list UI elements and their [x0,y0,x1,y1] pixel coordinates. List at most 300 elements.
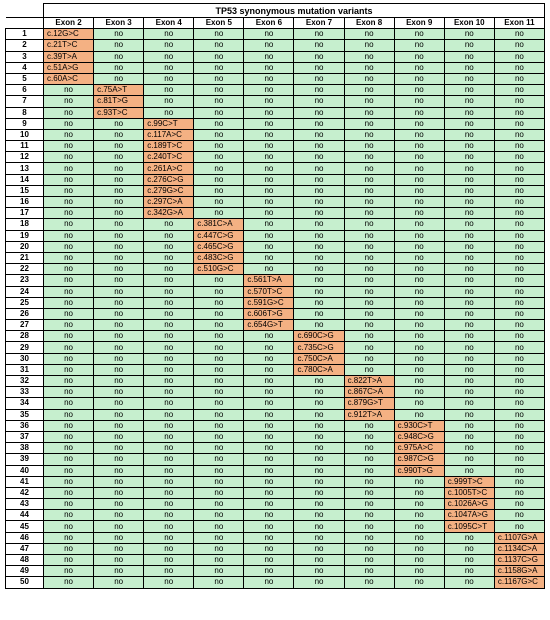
no-cell: no [244,465,294,476]
table-row [6,118,545,129]
header-corner-cell [6,18,44,29]
no-cell: no [444,152,494,163]
no-cell: no [144,320,194,331]
no-cell: no [94,521,144,532]
variant-cell: c.750C>A [294,353,344,364]
no-cell: no [344,487,394,498]
no-cell: no [294,566,344,577]
no-cell: no [444,331,494,342]
variant-cell: c.879G>T [344,398,394,409]
no-cell: no [394,264,444,275]
row-number: 1 [6,29,44,40]
row-number: 16 [6,197,44,208]
no-cell: no [344,152,394,163]
variant-cell: c.12G>C [44,29,94,40]
no-cell: no [94,241,144,252]
variant-cell: c.867C>A [344,387,394,398]
no-cell: no [294,152,344,163]
table-row [6,532,545,543]
no-cell: no [294,398,344,409]
no-cell: no [394,241,444,252]
no-cell: no [294,118,344,129]
no-cell: no [94,387,144,398]
no-cell: no [394,499,444,510]
no-cell: no [294,476,344,487]
no-cell: no [144,308,194,319]
no-cell: no [94,376,144,387]
no-cell: no [294,543,344,554]
no-cell: no [294,387,344,398]
row-number: 32 [6,376,44,387]
no-cell: no [94,275,144,286]
no-cell: no [194,543,244,554]
no-cell: no [444,163,494,174]
table-row [6,197,545,208]
no-cell: no [44,241,94,252]
no-cell: no [294,286,344,297]
no-cell: no [144,219,194,230]
row-number: 42 [6,487,44,498]
corner-cell [6,4,44,18]
row-number: 27 [6,320,44,331]
no-cell: no [294,521,344,532]
no-cell: no [244,454,294,465]
row-number: 49 [6,566,44,577]
table-container [5,3,545,589]
no-cell: no [344,40,394,51]
no-cell: no [244,141,294,152]
no-cell: no [44,532,94,543]
no-cell: no [344,252,394,263]
variant-cell: c.510G>C [194,264,244,275]
no-cell: no [444,141,494,152]
variant-cell: c.780C>A [294,364,344,375]
variant-cell: c.1095C>T [444,521,494,532]
variant-cell: c.21T>C [44,40,94,51]
no-cell: no [94,129,144,140]
row-number: 39 [6,454,44,465]
no-cell: no [444,308,494,319]
no-cell: no [94,29,144,40]
no-cell: no [344,286,394,297]
no-cell: no [294,62,344,73]
no-cell: no [144,398,194,409]
variant-cell: c.912T>A [344,409,394,420]
no-cell: no [44,197,94,208]
no-cell: no [344,566,394,577]
no-cell: no [494,409,544,420]
no-cell: no [94,230,144,241]
no-cell: no [294,129,344,140]
no-cell: no [44,331,94,342]
row-number: 24 [6,286,44,297]
no-cell: no [444,185,494,196]
table-row [6,409,545,420]
no-cell: no [494,29,544,40]
no-cell: no [144,454,194,465]
no-cell: no [144,420,194,431]
no-cell: no [194,431,244,442]
no-cell: no [394,252,444,263]
table-row [6,431,545,442]
no-cell: no [344,85,394,96]
no-cell: no [394,331,444,342]
no-cell: no [44,286,94,297]
row-number: 18 [6,219,44,230]
no-cell: no [394,107,444,118]
no-cell: no [444,543,494,554]
no-cell: no [294,443,344,454]
no-cell: no [444,73,494,84]
variant-cell: c.75A>T [94,85,144,96]
no-cell: no [294,174,344,185]
no-cell: no [394,364,444,375]
table-row [6,364,545,375]
no-cell: no [444,286,494,297]
no-cell: no [144,387,194,398]
no-cell: no [44,219,94,230]
no-cell: no [244,577,294,588]
no-cell: no [394,208,444,219]
table-row [6,241,545,252]
no-cell: no [44,107,94,118]
no-cell: no [444,532,494,543]
no-cell: no [44,252,94,263]
no-cell: no [444,197,494,208]
no-cell: no [94,487,144,498]
no-cell: no [244,129,294,140]
no-cell: no [44,208,94,219]
no-cell: no [194,398,244,409]
no-cell: no [494,487,544,498]
no-cell: no [244,29,294,40]
column-header: Exon 10 [444,18,494,29]
variant-cell: c.690C>G [294,331,344,342]
no-cell: no [144,107,194,118]
variant-cell: c.1167G>C [494,577,544,588]
no-cell: no [94,208,144,219]
no-cell: no [394,409,444,420]
no-cell: no [394,342,444,353]
no-cell: no [44,141,94,152]
variant-cell: c.561T>A [244,275,294,286]
row-number: 10 [6,129,44,140]
table-row [6,51,545,62]
no-cell: no [144,532,194,543]
no-cell: no [194,566,244,577]
row-number: 40 [6,465,44,476]
no-cell: no [94,73,144,84]
no-cell: no [444,342,494,353]
no-cell: no [144,297,194,308]
no-cell: no [244,409,294,420]
no-cell: no [294,465,344,476]
no-cell: no [294,197,344,208]
no-cell: no [244,252,294,263]
no-cell: no [44,476,94,487]
table-row [6,141,545,152]
no-cell: no [394,197,444,208]
no-cell: no [244,163,294,174]
no-cell: no [444,252,494,263]
no-cell: no [194,499,244,510]
row-number: 19 [6,230,44,241]
table-row [6,331,545,342]
variant-cell: c.1134C>A [494,543,544,554]
no-cell: no [44,320,94,331]
no-cell: no [394,275,444,286]
no-cell: no [94,532,144,543]
column-header: Exon 8 [344,18,394,29]
no-cell: no [444,129,494,140]
no-cell: no [294,555,344,566]
no-cell: no [94,510,144,521]
no-cell: no [294,487,344,498]
no-cell: no [194,85,244,96]
no-cell: no [294,230,344,241]
row-number: 5 [6,73,44,84]
no-cell: no [394,521,444,532]
no-cell: no [444,29,494,40]
no-cell: no [294,51,344,62]
no-cell: no [244,185,294,196]
row-number: 11 [6,141,44,152]
no-cell: no [444,85,494,96]
variant-cell: c.570T>C [244,286,294,297]
no-cell: no [344,308,394,319]
variant-cell: c.735C>G [294,342,344,353]
row-number: 37 [6,431,44,442]
no-cell: no [494,62,544,73]
table-row [6,308,545,319]
no-cell: no [244,219,294,230]
no-cell: no [494,510,544,521]
table-row [6,107,545,118]
no-cell: no [294,308,344,319]
variant-cell: c.1026A>G [444,499,494,510]
no-cell: no [444,420,494,431]
table-row [6,96,545,107]
table-row [6,510,545,521]
no-cell: no [344,454,394,465]
no-cell: no [294,297,344,308]
no-cell: no [144,96,194,107]
no-cell: no [294,241,344,252]
no-cell: no [244,197,294,208]
no-cell: no [244,487,294,498]
no-cell: no [94,409,144,420]
no-cell: no [44,510,94,521]
no-cell: no [94,331,144,342]
no-cell: no [144,275,194,286]
table-row [6,577,545,588]
no-cell: no [494,208,544,219]
no-cell: no [244,241,294,252]
no-cell: no [444,465,494,476]
no-cell: no [344,275,394,286]
no-cell: no [294,208,344,219]
no-cell: no [344,431,394,442]
table-row [6,443,545,454]
no-cell: no [394,543,444,554]
no-cell: no [194,353,244,364]
no-cell: no [144,29,194,40]
no-cell: no [444,443,494,454]
no-cell: no [194,286,244,297]
row-number: 33 [6,387,44,398]
column-header: Exon 3 [94,18,144,29]
no-cell: no [444,454,494,465]
row-number: 44 [6,510,44,521]
no-cell: no [294,219,344,230]
no-cell: no [94,197,144,208]
no-cell: no [144,499,194,510]
no-cell: no [344,141,394,152]
row-number: 31 [6,364,44,375]
no-cell: no [344,96,394,107]
no-cell: no [44,230,94,241]
no-cell: no [244,555,294,566]
no-cell: no [344,230,394,241]
row-number: 8 [6,107,44,118]
variant-cell: c.279G>C [144,185,194,196]
no-cell: no [394,376,444,387]
table-row [6,521,545,532]
no-cell: no [344,197,394,208]
table-row [6,163,545,174]
row-number: 17 [6,208,44,219]
variant-cell: c.654G>T [244,320,294,331]
no-cell: no [344,577,394,588]
no-cell: no [294,163,344,174]
no-cell: no [194,532,244,543]
no-cell: no [394,51,444,62]
no-cell: no [94,543,144,554]
variant-cell: c.948C>G [394,431,444,442]
no-cell: no [194,29,244,40]
variant-cell: c.975A>C [394,443,444,454]
no-cell: no [194,96,244,107]
no-cell: no [444,219,494,230]
no-cell: no [344,129,394,140]
variant-cell: c.381C>A [194,219,244,230]
no-cell: no [144,443,194,454]
no-cell: no [194,577,244,588]
no-cell: no [44,454,94,465]
no-cell: no [494,152,544,163]
no-cell: no [244,431,294,442]
table-row [6,85,545,96]
no-cell: no [494,252,544,263]
no-cell: no [94,297,144,308]
no-cell: no [144,543,194,554]
no-cell: no [94,431,144,442]
no-cell: no [394,219,444,230]
no-cell: no [44,85,94,96]
table-row [6,297,545,308]
row-number: 23 [6,275,44,286]
row-number: 46 [6,532,44,543]
no-cell: no [144,252,194,263]
no-cell: no [94,499,144,510]
no-cell: no [144,40,194,51]
no-cell: no [494,297,544,308]
no-cell: no [244,532,294,543]
no-cell: no [444,118,494,129]
no-cell: no [194,51,244,62]
row-number: 26 [6,308,44,319]
no-cell: no [44,152,94,163]
no-cell: no [194,152,244,163]
no-cell: no [144,376,194,387]
variant-cell: c.297C>A [144,197,194,208]
no-cell: no [494,443,544,454]
no-cell: no [44,543,94,554]
variant-cell: c.99C>T [144,118,194,129]
no-cell: no [44,163,94,174]
no-cell: no [144,241,194,252]
no-cell: no [194,62,244,73]
no-cell: no [94,443,144,454]
table-title: TP53 synonymous mutation variants [44,4,545,18]
no-cell: no [494,398,544,409]
no-cell: no [344,73,394,84]
no-cell: no [244,499,294,510]
no-cell: no [494,219,544,230]
no-cell: no [444,555,494,566]
no-cell: no [444,264,494,275]
no-cell: no [344,364,394,375]
no-cell: no [444,398,494,409]
variant-cell: c.276C>G [144,174,194,185]
no-cell: no [44,297,94,308]
table-row [6,376,545,387]
table-row [6,398,545,409]
row-number: 35 [6,409,44,420]
no-cell: no [394,129,444,140]
no-cell: no [394,141,444,152]
no-cell: no [94,342,144,353]
no-cell: no [394,566,444,577]
no-cell: no [194,141,244,152]
variant-cell: c.240T>C [144,152,194,163]
no-cell: no [494,286,544,297]
no-cell: no [294,510,344,521]
no-cell: no [194,510,244,521]
no-cell: no [294,409,344,420]
no-cell: no [244,420,294,431]
no-cell: no [294,454,344,465]
no-cell: no [194,443,244,454]
variant-cell: c.591G>C [244,297,294,308]
no-cell: no [294,420,344,431]
no-cell: no [444,208,494,219]
table-row [6,252,545,263]
variant-cell: c.1137C>G [494,555,544,566]
no-cell: no [244,521,294,532]
no-cell: no [194,521,244,532]
row-number: 13 [6,163,44,174]
no-cell: no [494,364,544,375]
no-cell: no [494,118,544,129]
no-cell: no [494,499,544,510]
no-cell: no [394,40,444,51]
no-cell: no [444,174,494,185]
no-cell: no [494,96,544,107]
no-cell: no [344,353,394,364]
no-cell: no [144,431,194,442]
no-cell: no [344,555,394,566]
